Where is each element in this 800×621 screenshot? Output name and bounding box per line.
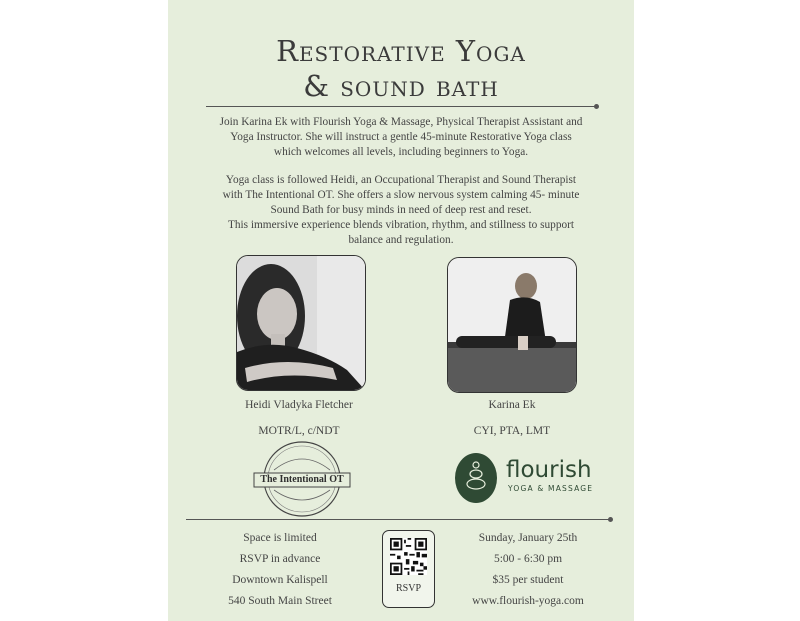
footer-divider [186,519,610,520]
heidi-name: Heidi Vladyka Fletcher [245,399,353,411]
footer-divider-dot [608,517,613,522]
qr-code-icon [390,538,427,575]
divider-dot [594,104,599,109]
details-line: Sound Bath for busy minds in need of deep rest and reset. [270,204,532,216]
event-location-block [210,528,350,612]
details-line: Yoga class is followed Heidi, an Occupational Therapist and Sound Therapist [225,174,577,186]
event-left-line: 540 South Main Street [228,595,332,607]
intentional-ot-logo [250,440,354,518]
flourish-tagline: YOGA & MASSAGE [508,484,594,493]
flyer-title-line2: & sound bath [303,69,499,103]
event-time-block [448,528,608,612]
karina-credentials: CYI, PTA, LMT [473,425,551,437]
event-date: Sunday, January 25th [478,532,578,544]
flyer-title-line1: Restorative Yoga [276,34,526,68]
rsvp-qr-card[interactable] [382,530,435,608]
intro-paragraph [190,115,612,160]
event-left-line: RSVP in advance [239,553,321,565]
details-line: with The Intentional OT. She offers a slow nervous system calming 45- minute [222,189,580,201]
title-divider [206,106,596,107]
event-left-line: Space is limited [243,532,317,544]
intro-line: Join Karina Ek with Flourish Yoga & Massage, Physical Therapist Assistant and [219,116,583,128]
heidi-photo [236,255,366,391]
event-left-line: Downtown Kalispell [232,574,328,586]
details-line: This immersive experience blends vibration, rhythm, and stillness to support [227,219,575,231]
event-price: $35 per student [492,574,564,586]
heidi-name-block [214,392,384,444]
intentional-ot-text: The Intentional OT [260,474,344,485]
flourish-wordmark: flourish [506,457,592,483]
intro-line: which welcomes all levels, including beginners to Yoga. [273,146,529,158]
details-paragraph [190,173,612,248]
heidi-credentials: MOTR/L, c/NDT [258,425,340,437]
event-time: 5:00 - 6:30 pm [493,553,563,565]
rsvp-label: RSVP [395,583,421,594]
flourish-logo [454,451,614,507]
karina-name: Karina Ek [488,399,536,411]
intro-line: Yoga Instructor. She will instruct a gentle 45-minute Restorative Yoga class [230,131,572,143]
event-website-link[interactable]: www.flourish-yoga.com [472,595,584,607]
details-line: balance and regulation. [348,234,454,246]
event-flyer [168,0,634,621]
karina-name-block [427,392,597,444]
karina-photo [447,257,577,393]
